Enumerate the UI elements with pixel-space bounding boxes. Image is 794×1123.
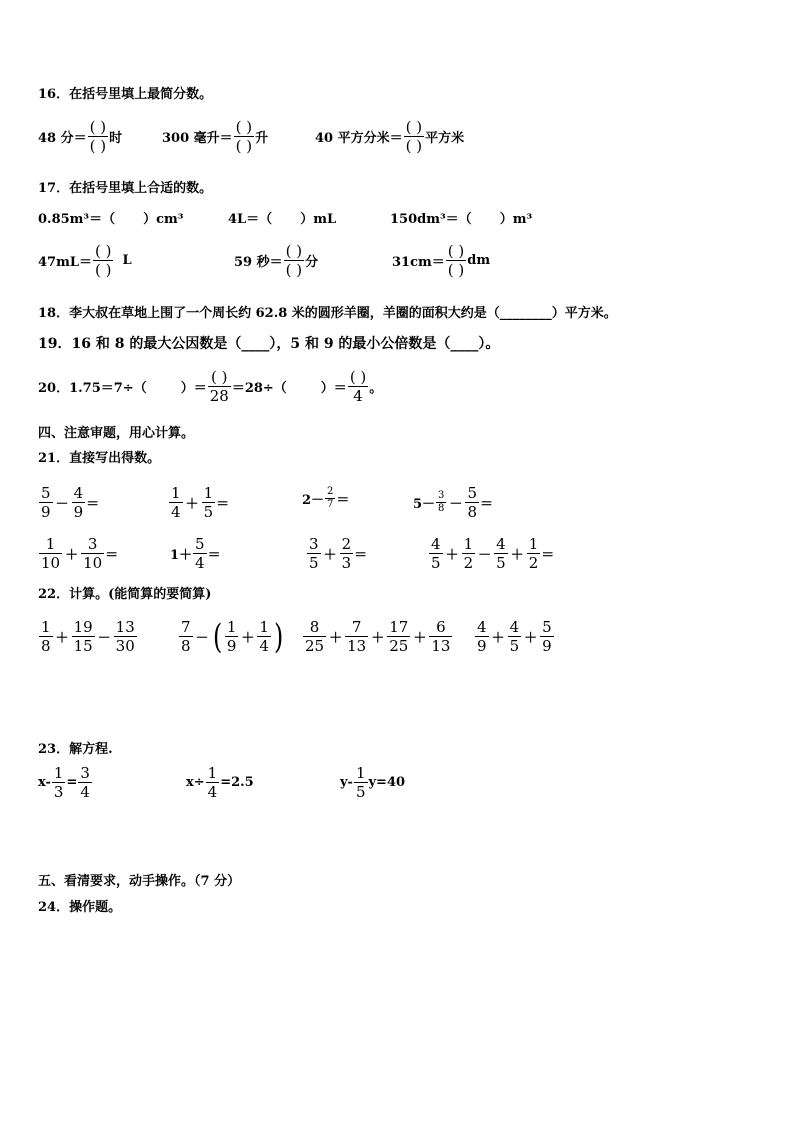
answer-fraction[interactable]: $\frac{( )}{( )}$: [447, 242, 465, 279]
q22-expr-2: $\frac{7}{8}$ － ( $\frac{1}{9}$ ＋ $\frac{1}{4}$ ): [181, 616, 284, 657]
q21-title: 21．直接写出得数。: [38, 451, 161, 466]
q16-item-3: 40 平方分米＝ $\frac{( )}{( )}$ 平方米: [315, 118, 465, 155]
q21-expr: $\frac{1}{10}$ ＋ $\frac{3}{10}$ ＝: [41, 535, 119, 572]
q17-row1-item-3: 150dm³＝（ ）m³: [390, 212, 533, 227]
q17-row2-item-1: 47mL＝ $\frac{( )}{( )}$ L: [38, 242, 132, 279]
q17-title: 17．在括号里填上合适的数。: [38, 181, 213, 196]
answer-fraction[interactable]: $\frac{( )}{( )}$: [95, 242, 112, 279]
answer-fraction[interactable]: $\frac{( )}{( )}$: [235, 118, 253, 155]
answer-fraction[interactable]: $\frac{( )}{( )}$: [89, 118, 107, 155]
q21-expr: 5－ $\frac{3}{8}$ － $\frac{5}{8}$ ＝: [413, 484, 493, 521]
q22-expr-1: $\frac{1}{8}$ ＋ $\frac{19}{15}$ － $\frac{13}{30}$: [41, 618, 135, 655]
q21-expr: $\frac{3}{5}$ ＋ $\frac{2}{3}$ ＝: [309, 535, 368, 572]
q23-equation-1: x- $\frac{1}{3}$ = $\frac{3}{4}$: [38, 764, 90, 801]
q17-row2-item-2: 59 秒＝ $\frac{( )}{( )}$ 分: [234, 242, 319, 279]
q22-expr-4: $\frac{4}{9}$ ＋ $\frac{4}{5}$ ＋ $\frac{5}{9}$: [477, 618, 552, 655]
answer-fraction[interactable]: $\frac{( )}{28}$: [209, 368, 229, 405]
q23-title: 23．解方程.: [38, 742, 113, 757]
q21-expr: $\frac{4}{5}$ ＋ $\frac{1}{2}$ － $\frac{4}{5}$ ＋ $\frac{1}{2}$ ＝: [431, 535, 555, 572]
answer-fraction[interactable]: $\frac{( )}{4}$: [349, 368, 367, 405]
answer-fraction[interactable]: $\frac{( )}{( )}$: [405, 118, 423, 155]
q16-title: 16．在括号里填上最简分数。: [38, 87, 213, 102]
q22-expr-3: $\frac{8}{25}$ ＋ $\frac{7}{13}$ ＋ $\frac{17}{25}$ ＋ $\frac{6}{13}$: [305, 618, 451, 655]
q22-title: 22．计算。(能简算的要简算): [38, 587, 212, 602]
q21-expr: $\frac{1}{4}$ ＋ $\frac{1}{5}$ ＝: [171, 484, 230, 521]
q17-row2-item-3: 31cm＝ $\frac{( )}{( )}$ dm: [392, 242, 491, 279]
q21-expr: 2－ $\frac{2}{7}$ ＝: [302, 486, 350, 510]
q23-equation-2: x÷ $\frac{1}{4}$ =2.5: [186, 764, 254, 801]
q23-equation-3: y- $\frac{1}{5}$ y=40: [340, 764, 406, 801]
q17-row1-item-1: 0.85m³＝（ ）cm³: [38, 212, 184, 227]
q20-expression: 20．1.75＝7÷（ ）＝ $\frac{( )}{28}$ ＝28÷（ ）＝ $\frac{( )}{4}$ 。: [38, 368, 383, 405]
q24-title: 24．操作题。: [38, 900, 122, 915]
q21-expr: $\frac{5}{9}$ － $\frac{4}{9}$ ＝: [41, 484, 100, 521]
q16-item-2: 300 毫升＝ $\frac{( )}{( )}$ 升: [162, 118, 269, 155]
section-5-heading: 五、看清要求，动手操作。（7 分）: [38, 874, 241, 889]
q17-row1-item-2: 4L＝（ ）mL: [228, 212, 337, 227]
section-4-heading: 四、注意审题，用心计算。: [38, 426, 195, 441]
q21-expr: 1＋ $\frac{5}{4}$ ＝: [170, 535, 221, 572]
q18-text: 18．李大叔在草地上围了一个周长约 62.8 米的圆形羊圈，羊圈的面积大约是（________）平方米。: [38, 306, 617, 321]
answer-fraction[interactable]: $\frac{( )}{( )}$: [285, 242, 303, 279]
q19-text: 19．16 和 8 的最大公因数是（____），5 和 9 的最小公倍数是（____）。: [38, 336, 500, 352]
q16-item-1: 48 分＝ $\frac{( )}{( )}$ 时: [38, 118, 123, 155]
